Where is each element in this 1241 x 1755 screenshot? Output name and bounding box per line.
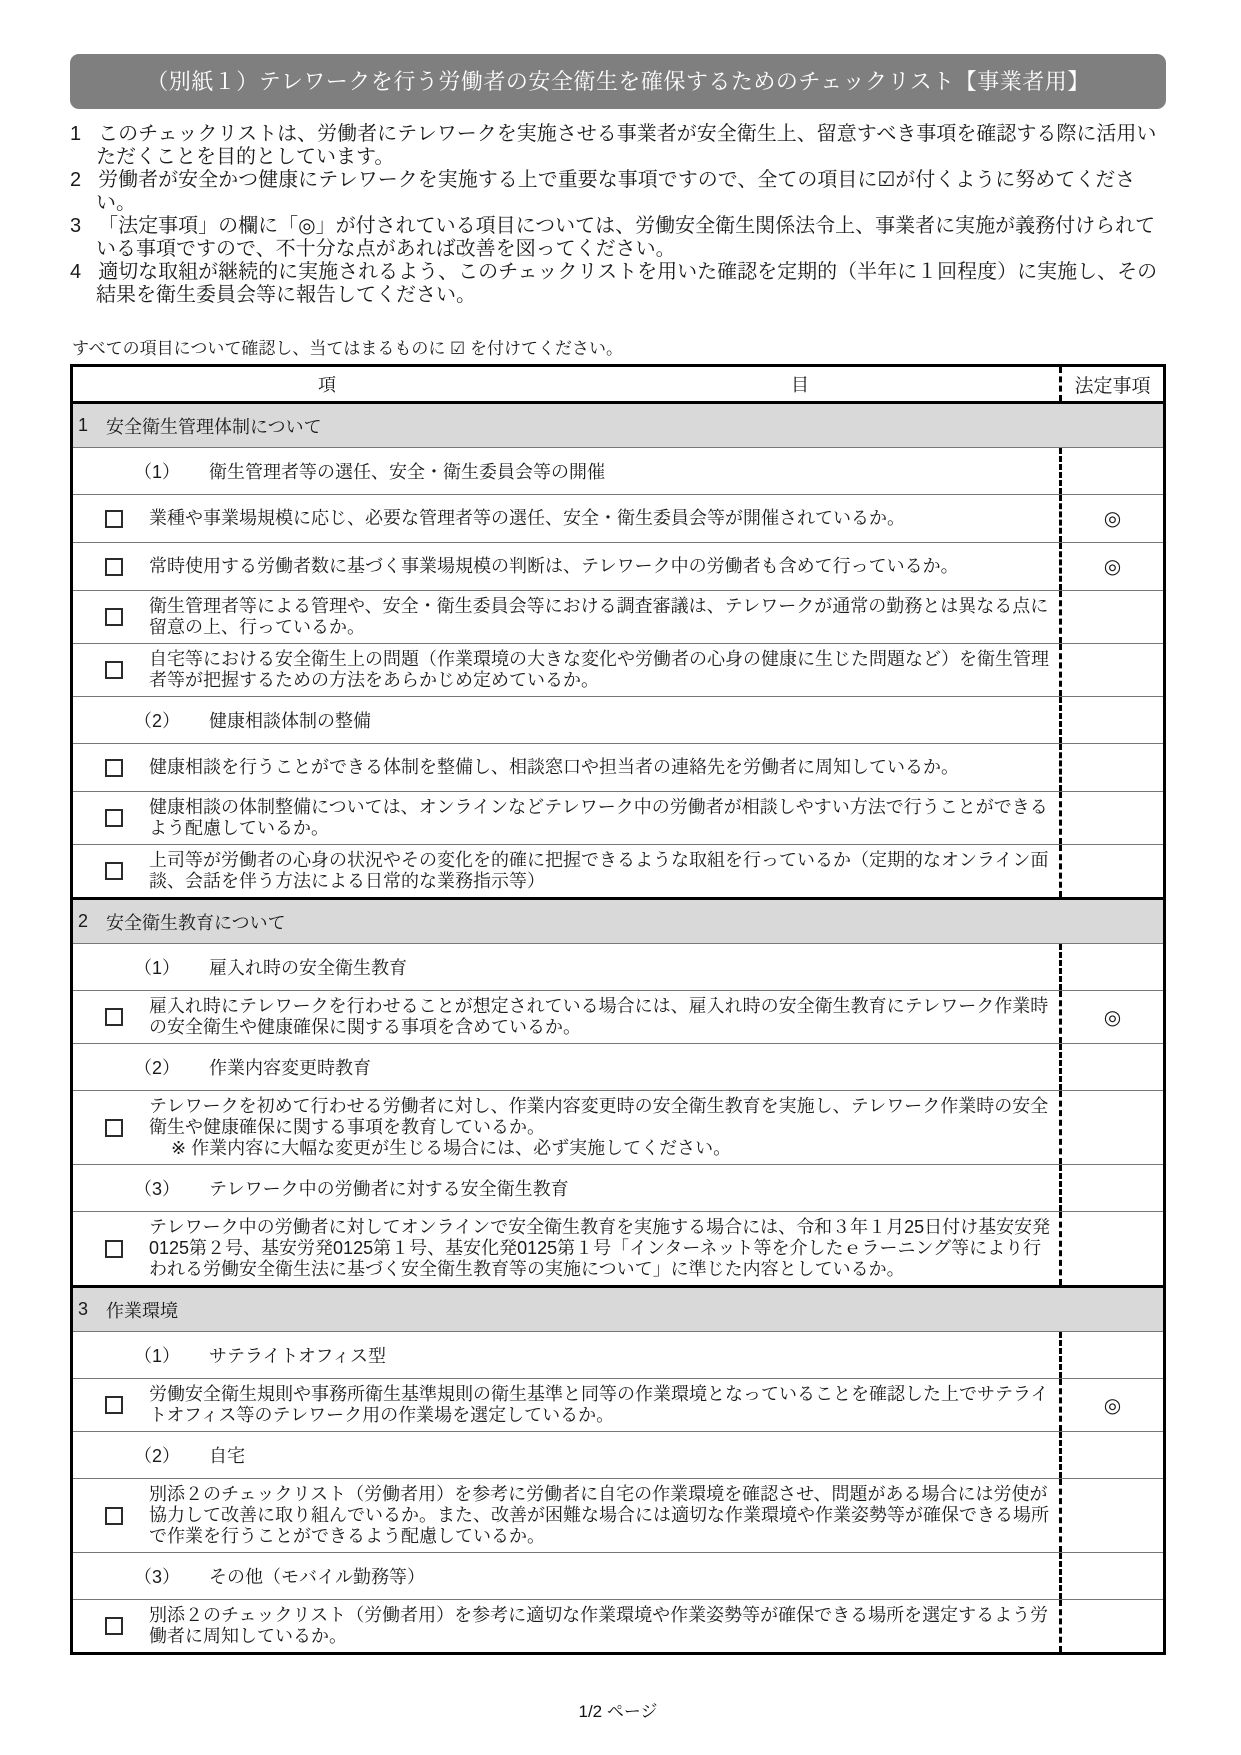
subsection-row <box>73 1043 1163 1090</box>
item-text <box>149 1096 1051 1159</box>
item-cell <box>73 591 1059 643</box>
item-cell <box>73 1091 1059 1164</box>
legal-cell <box>1059 448 1163 494</box>
subsection-title: 自宅 <box>209 1446 246 1466</box>
subsection-row <box>73 447 1163 494</box>
intro-item <box>70 123 1166 169</box>
legal-cell <box>1059 792 1163 844</box>
item-checkbox[interactable] <box>105 809 123 827</box>
subsection-title: テレワーク中の労働者に対する安全衛生教育 <box>209 1179 569 1199</box>
item-question: 別添２のチェックリスト（労働者用）を参考に適切な作業環境や作業姿勢等が確保できる場所を選定するよう労働者に周知しているか。 <box>149 1605 1049 1646</box>
legal-cell <box>1059 644 1163 696</box>
item-text <box>149 757 959 778</box>
subsection-number: （2） <box>134 1446 181 1466</box>
item-cell <box>73 1479 1059 1552</box>
subsection-title: 作業内容変更時教育 <box>209 1058 372 1078</box>
legal-cell <box>1059 1432 1163 1478</box>
item-text <box>149 508 905 529</box>
intro-item <box>70 215 1166 261</box>
item-text <box>149 596 1051 638</box>
subsection-cell <box>73 1332 1059 1378</box>
item-text <box>149 556 959 577</box>
item-question: 別添２のチェックリスト（労働者用）を参考に労働者に自宅の作業環境を確認させ、問題がある場合には労使が協力して改善に取り組んでいるか。また、改善が困難な場合には適切な作業環境や作業姿勢等が確保できる場所で作業を行うことができるよう配慮しているか。 <box>149 1484 1049 1546</box>
item-cell <box>73 1600 1059 1652</box>
subsection-cell <box>73 1044 1059 1090</box>
item-text <box>149 1484 1051 1547</box>
item-row <box>73 1378 1163 1431</box>
legal-cell <box>1059 495 1163 542</box>
subsection-title: その他（モバイル勤務等） <box>209 1567 426 1587</box>
item-cell <box>73 792 1059 844</box>
checklist-table <box>70 364 1166 1655</box>
subsection-cell <box>73 697 1059 743</box>
subsection-number: （2） <box>134 1058 181 1078</box>
legal-cell <box>1059 1332 1163 1378</box>
intro-item <box>70 169 1166 215</box>
subsection-row <box>73 1164 1163 1211</box>
item-text <box>149 1605 1051 1647</box>
page-number: 1/2 ページ <box>578 1702 658 1721</box>
subsection-number: （3） <box>134 1179 181 1199</box>
subsection-cell <box>73 448 1059 494</box>
subsection-title: 雇入れ時の安全衛生教育 <box>209 958 408 978</box>
legal-required-mark: ◎ <box>1103 1006 1122 1029</box>
legal-cell <box>1059 697 1163 743</box>
section-title: 安全衛生教育について <box>106 912 286 933</box>
subsection-cell <box>73 1165 1059 1211</box>
intro-item-number: 1 <box>70 123 82 145</box>
legal-cell <box>1059 543 1163 590</box>
subsection-number: （1） <box>134 1346 181 1366</box>
item-checkbox[interactable] <box>105 1396 123 1414</box>
intro-item-text: 労働者が安全かつ健康にテレワークを実施する上で重要な事項ですので、全ての項目に☑が付くように努めてください。 <box>96 169 1136 214</box>
item-cell <box>73 644 1059 696</box>
item-cell <box>73 495 1059 542</box>
item-row <box>73 494 1163 542</box>
legal-cell <box>1059 991 1163 1043</box>
subsection-cell <box>73 1553 1059 1599</box>
header-item-label-left: 項 <box>318 375 336 395</box>
section-number: 2 <box>78 911 89 931</box>
legal-cell <box>1059 744 1163 791</box>
item-question: 常時使用する労働者数に基づく事業場規模の判断は、テレワーク中の労働者も含めて行っているか。 <box>149 556 959 576</box>
legal-cell <box>1059 845 1163 897</box>
header-legal-label: 法定事項 <box>1059 367 1163 401</box>
subsection-number: （2） <box>134 711 181 731</box>
table-header-row <box>73 367 1163 401</box>
legal-required-mark: ◎ <box>1103 1394 1122 1417</box>
item-question: テレワークを初めて行わせる労働者に対し、作業内容変更時の安全衛生教育を実施し、テレワーク作業時の安全衛生や健康確保に関する事項を教育しているか。 <box>149 1096 1049 1137</box>
item-row <box>73 743 1163 791</box>
intro-item-number: 4 <box>70 261 82 283</box>
header-item-label-right: 目 <box>791 375 809 395</box>
item-checkbox[interactable] <box>105 661 123 679</box>
item-question: 自宅等における安全衛生上の問題（作業環境の大きな変化や労働者の心身の健康に生じた問題など）を衛生管理者等が把握するための方法をあらかじめ定めているか。 <box>149 649 1049 690</box>
legal-cell <box>1059 1212 1163 1285</box>
legal-cell <box>1059 1091 1163 1164</box>
subsection-row <box>73 1331 1163 1378</box>
legal-cell <box>1059 1553 1163 1599</box>
item-text <box>149 850 1051 892</box>
item-row <box>73 590 1163 643</box>
item-checkbox[interactable] <box>105 510 123 528</box>
item-question: 上司等が労働者の心身の状況やその変化を的確に把握できるような取組を行っているか（定期的なオンライン面談、会話を伴う方法による日常的な業務指示等） <box>149 850 1049 891</box>
subsection-row <box>73 1431 1163 1478</box>
item-checkbox[interactable] <box>105 1240 123 1258</box>
legal-cell <box>1059 1044 1163 1090</box>
subsection-row <box>73 943 1163 990</box>
item-cell <box>73 1212 1059 1285</box>
subsection-row <box>73 1552 1163 1599</box>
item-cell <box>73 744 1059 791</box>
subsection-cell <box>73 1432 1059 1478</box>
section-title: 作業環境 <box>106 1300 178 1321</box>
header-item-cell <box>73 367 1059 401</box>
item-question: 労働安全衛生規則や事務所衛生基準規則の衛生基準と同等の作業環境となっていることを確認した上でサテライトオフィス等のテレワーク用の作業場を選定しているか。 <box>149 1384 1049 1425</box>
subsection-number: （3） <box>134 1567 181 1587</box>
item-text <box>149 1384 1051 1426</box>
item-row <box>73 844 1163 897</box>
legal-cell <box>1059 1165 1163 1211</box>
legal-cell <box>1059 944 1163 990</box>
subsection-number: （1） <box>134 958 181 978</box>
subsection-title: 衛生管理者等の選任、安全・衛生委員会等の開催 <box>209 462 606 482</box>
intro-item-number: 2 <box>70 169 82 191</box>
pre-table-note: すべての項目について確認し、当てはまるものに ☑ を付けてください。 <box>72 339 624 358</box>
item-row <box>73 990 1163 1043</box>
item-checkbox[interactable] <box>105 759 123 777</box>
section-title: 安全衛生管理体制について <box>106 416 322 437</box>
section-number: 1 <box>78 415 89 435</box>
subsection-number: （1） <box>134 462 181 482</box>
section-row <box>73 1285 1163 1331</box>
item-note: ※ 作業内容に大幅な変更が生じる場合には、必ず実施してください。 <box>171 1138 732 1158</box>
item-row <box>73 791 1163 844</box>
legal-cell <box>1059 591 1163 643</box>
item-question: テレワーク中の労働者に対してオンラインで安全衛生教育を実施する場合には、令和３年１月25日付け基安安発0125第２号、基安労発0125第１号、基安化発0125第１号「インターネット等を介したｅラーニング等により行われる労働安全衛生法に基づく安全衛生教育等の実施について」に準じた内容としているか。 <box>149 1217 1051 1279</box>
item-row <box>73 1599 1163 1652</box>
item-row <box>73 1211 1163 1285</box>
item-cell <box>73 1379 1059 1431</box>
item-cell <box>73 845 1059 897</box>
item-checkbox[interactable] <box>105 558 123 576</box>
intro-item-number: 3 <box>70 215 82 237</box>
legal-cell <box>1059 1600 1163 1652</box>
subsection-cell <box>73 944 1059 990</box>
document-title-banner: （別紙１）テレワークを行う労働者の安全衛生を確保するためのチェックリスト【事業者用】 <box>70 54 1166 109</box>
legal-cell <box>1059 1379 1163 1431</box>
section-number: 3 <box>78 1299 89 1319</box>
item-checkbox[interactable] <box>105 608 123 626</box>
legal-required-mark: ◎ <box>1103 508 1122 530</box>
legal-cell <box>1059 1479 1163 1552</box>
item-text <box>149 1217 1051 1280</box>
item-question: 健康相談を行うことができる体制を整備し、相談窓口や担当者の連絡先を労働者に周知しているか。 <box>149 757 959 777</box>
item-question: 健康相談の体制整備については、オンラインなどテレワーク中の労働者が相談しやすい方法で行うことができるよう配慮しているか。 <box>149 797 1048 838</box>
item-checkbox[interactable] <box>105 1119 123 1137</box>
item-text <box>149 996 1051 1038</box>
item-cell <box>73 991 1059 1043</box>
intro-notes <box>70 123 1166 307</box>
item-checkbox[interactable] <box>105 862 123 880</box>
item-checkbox[interactable] <box>105 1507 123 1525</box>
item-row <box>73 643 1163 696</box>
item-text <box>149 797 1051 839</box>
subsection-row <box>73 696 1163 743</box>
item-question: 雇入れ時にテレワークを行わせることが想定されている場合には、雇入れ時の安全衛生教育にテレワーク作業時の安全衛生や健康確保に関する事項を含めているか。 <box>149 996 1049 1037</box>
intro-item-text: 「法定事項」の欄に「◎」が付されている項目については、労働安全衛生関係法令上、事業者に実施が義務付けられている事項ですので、不十分な点があれば改善を図ってください。 <box>96 215 1156 260</box>
intro-item-text: 適切な取組が継続的に実施されるよう、このチェックリストを用いた確認を定期的（半年に１回程度）に実施し、その結果を衛生委員会等に報告してください。 <box>96 261 1158 306</box>
item-text <box>149 649 1051 691</box>
item-checkbox[interactable] <box>105 1617 123 1635</box>
section-row <box>73 401 1163 447</box>
intro-item <box>70 261 1166 307</box>
intro-item-text: このチェックリストは、労働者にテレワークを実施させる事業者が安全衛生上、留意すべき事項を確認する際に活用いただくことを目的としています。 <box>96 123 1157 168</box>
item-row <box>73 1478 1163 1552</box>
section-row <box>73 897 1163 943</box>
item-row <box>73 1090 1163 1164</box>
subsection-title: 健康相談体制の整備 <box>209 711 372 731</box>
item-row <box>73 542 1163 590</box>
item-checkbox[interactable] <box>105 1008 123 1026</box>
subsection-title: サテライトオフィス型 <box>209 1346 386 1366</box>
item-question: 衛生管理者等による管理や、安全・衛生委員会等における調査審議は、テレワークが通常の勤務とは異なる点に留意の上、行っているか。 <box>149 596 1049 637</box>
legal-required-mark: ◎ <box>1103 556 1122 578</box>
item-question: 業種や事業場規模に応じ、必要な管理者等の選任、安全・衛生委員会等が開催されているか。 <box>149 508 905 528</box>
item-cell <box>73 543 1059 590</box>
